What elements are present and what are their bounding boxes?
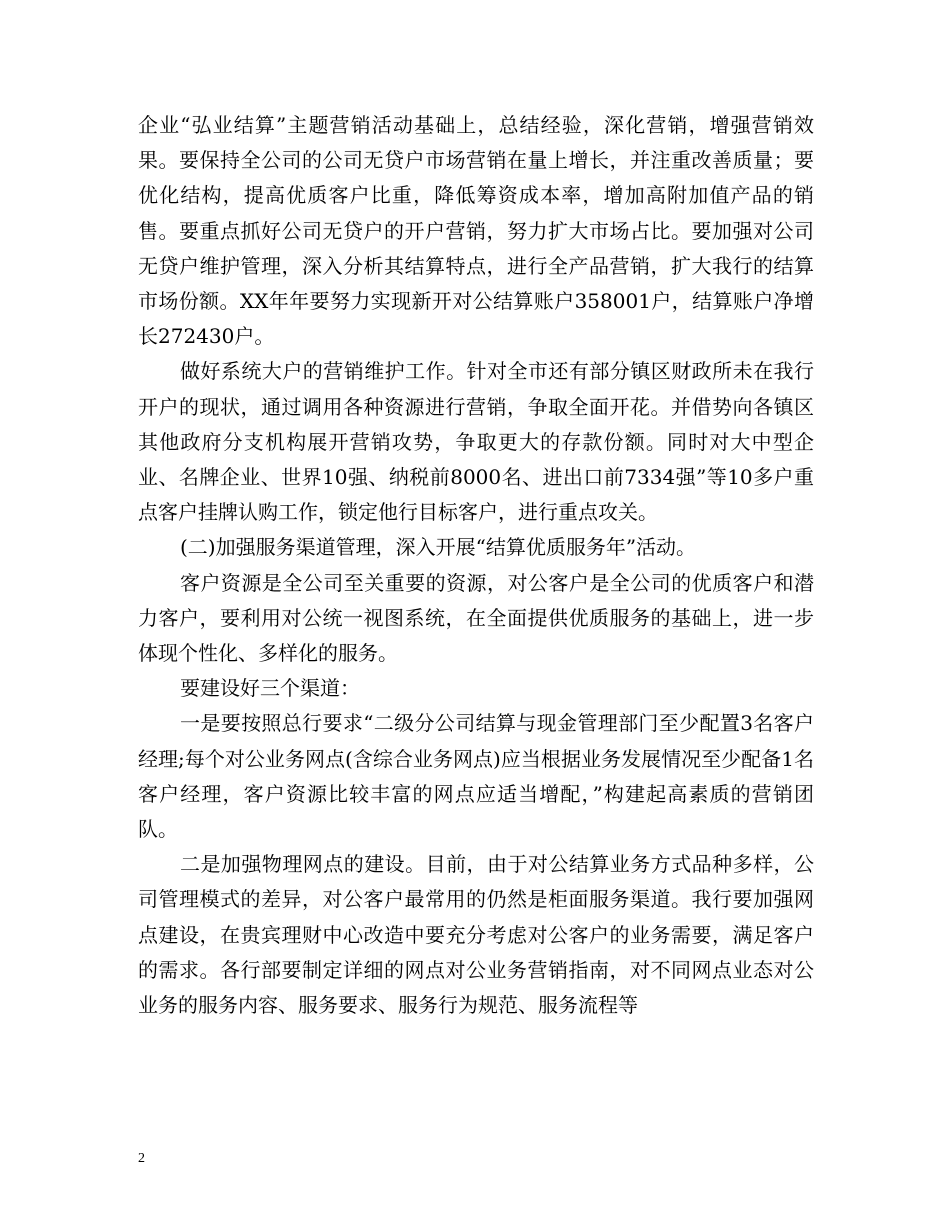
document-body — [138, 108, 814, 1023]
paragraph-6: 一是要按照总行要求“二级分公司结算与现金管理部门至少配置3名客户经理;每个对公业务网点(含综合业务网点)应当根据业务发展情况至少配备1名客户经理，客户资源比较丰富的网点应适当增配，”构建起高素质的营销团队。 — [138, 711, 814, 842]
page-number: 2 — [138, 1151, 145, 1166]
paragraph-3-heading: (二)加强服务渠道管理，深入开展“结算优质服务年”活动。 — [180, 535, 697, 560]
paragraph-4: 客户资源是全公司至关重要的资源，对公客户是全公司的优质客户和潜力客户，要利用对公统一视图系统，在全面提供优质服务的基础上，进一步体现个性化、多样化的服务。 — [138, 570, 814, 666]
paragraph-5: 要建设好三个渠道： — [180, 676, 360, 701]
paragraph-2: 做好系统大户的营销维护工作。针对全市还有部分镇区财政所未在我行开户的现状，通过调用各种资源进行营销，争取全面开花。并借势向各镇区其他政府分支机构展开营销攻势，争取更大的存款份额。同时对大中型企业、名牌企业、世界10强、纳税前8000名、进出口前7334强”等10多户重点客户挂牌认购工作，锁定他行目标客户，进行重点攻关。 — [138, 359, 814, 525]
paragraph-7: 二是加强物理网点的建设。目前，由于对公结算业务方式品种多样，公司管理模式的差异，对公客户最常用的仍然是柜面服务渠道。我行要加强网点建设，在贵宾理财中心改造中要充分考虑对公客户的业务需要，满足客户的需求。各行部要制定详细的网点对公业务营销指南，对不同网点业态对公业务的服务内容、服务要求、服务行为规范、服务流程等 — [138, 852, 814, 1018]
paragraph-1: 企业“弘业结算”主题营销活动基础上，总结经验，深化营销，增强营销效果。要保持全公司的公司无贷户市场营销在量上增长，并注重改善质量；要优化结构，提高优质客户比重，降低筹资成本率，增加高附加值产品的销售。要重点抓好公司无贷户的开户营销，努力扩大市场占比。要加强对公司无贷户维护管理，深入分析其结算特点，进行全产品营销，扩大我行的结算市场份额。XX年年要努力实现新开对公结算账户358001户，结算账户净增长272430户。 — [138, 113, 814, 349]
